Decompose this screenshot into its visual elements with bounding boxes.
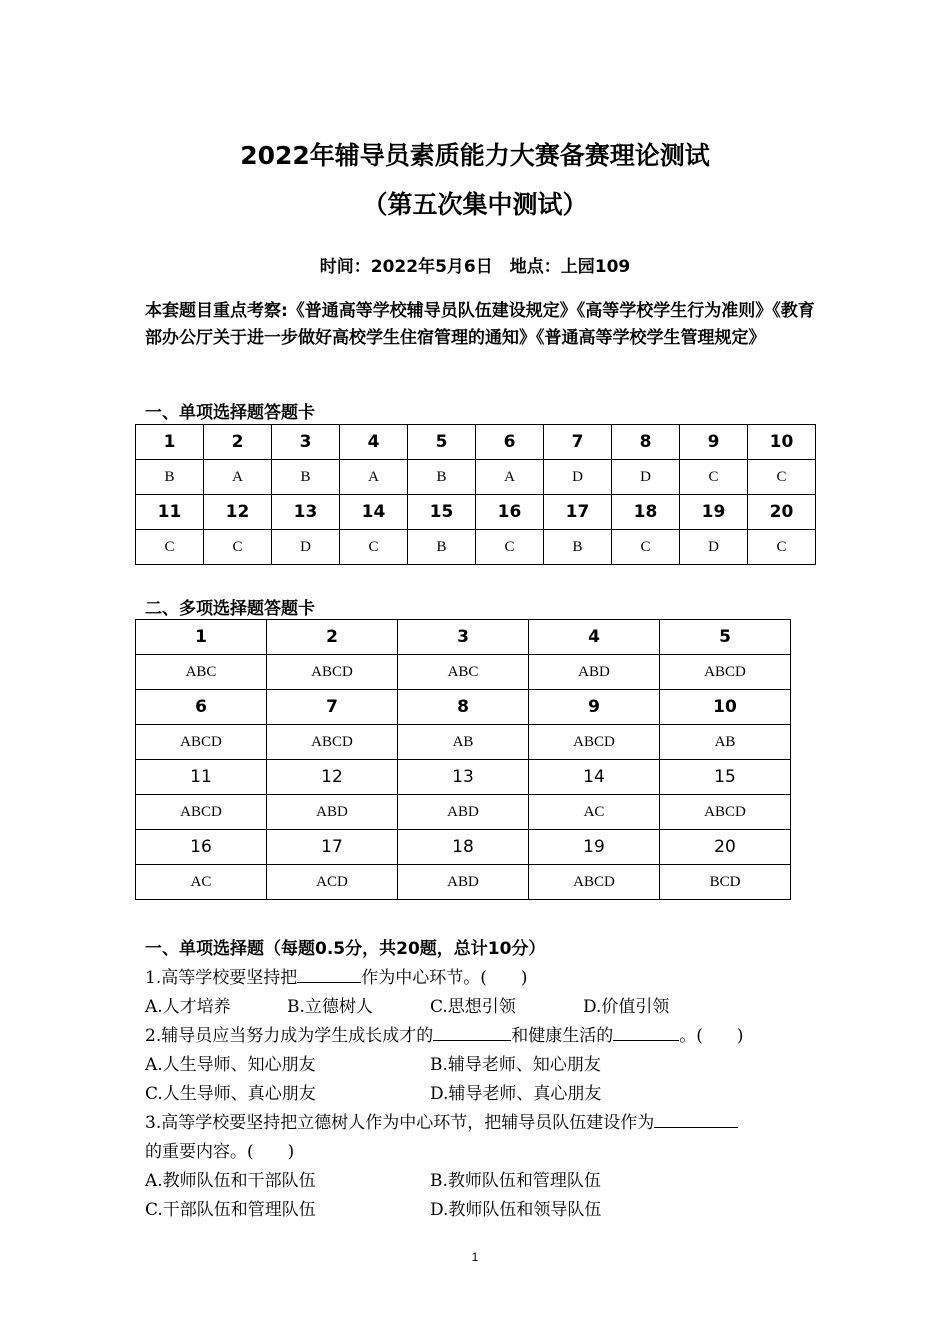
question-number-cell: 2 (267, 620, 398, 655)
question-number-cell: 17 (267, 830, 398, 865)
q3-text-line2: 的重要内容。( ) (145, 1142, 295, 1162)
question-number-cell: 20 (748, 495, 816, 530)
q3-option-d: D.教师队伍和领导队伍 (430, 1200, 602, 1220)
answer-cell: C (748, 460, 816, 495)
q3-option-a: A.教师队伍和干部队伍 (145, 1171, 316, 1191)
q2-blank-1 (433, 1026, 511, 1041)
answer-cell: BCD (660, 865, 791, 900)
answer-row (136, 865, 791, 900)
question-number-cell: 15 (660, 760, 791, 795)
answer-cell: B (544, 530, 612, 565)
number-row (136, 830, 791, 865)
answer-cell: ABCD (660, 795, 791, 830)
answer-cell: ABD (398, 795, 529, 830)
question-number-cell: 10 (748, 425, 816, 460)
question-number-cell: 7 (544, 425, 612, 460)
q3-text: 3.高等学校要坚持把立德树人作为中心环节，把辅导员队伍建设作为 (145, 1113, 655, 1133)
answer-cell: ABC (398, 655, 529, 690)
answer-cell: ABD (398, 865, 529, 900)
answer-cell: D (544, 460, 612, 495)
answer-cell: AB (660, 725, 791, 760)
answer-row (136, 530, 816, 565)
answer-row (136, 460, 816, 495)
q2-option-d: D.辅导老师、真心朋友 (430, 1084, 602, 1104)
answer-cell: C (680, 460, 748, 495)
answer-row (136, 655, 791, 690)
answer-cell: B (408, 460, 476, 495)
answer-cell: ABCD (529, 725, 660, 760)
question-number-cell: 12 (267, 760, 398, 795)
number-row (136, 425, 816, 460)
question-3 (145, 1108, 738, 1133)
answer-cell: B (408, 530, 476, 565)
question-number-cell: 3 (398, 620, 529, 655)
single-card-heading: 一、单项选择题答题卡 (145, 403, 315, 423)
answer-cell: B (272, 460, 340, 495)
answer-cell: C (204, 530, 272, 565)
q2-option-b: B.辅导老师、知心朋友 (430, 1055, 601, 1075)
page-number: 1 (471, 1250, 479, 1264)
q2-text: 2.辅导员应当努力成为学生成长成才的 (145, 1026, 434, 1046)
answer-cell: ABCD (136, 795, 267, 830)
number-row (136, 690, 791, 725)
q1-text: 1.高等学校要坚持把 (145, 968, 298, 988)
question-number-cell: 9 (680, 425, 748, 460)
question-number-cell: 3 (272, 425, 340, 460)
answer-cell: A (204, 460, 272, 495)
question-number-cell: 7 (267, 690, 398, 725)
question-number-cell: 8 (612, 425, 680, 460)
q1-option-a: A.人才培养 (145, 997, 231, 1017)
single-choice-answer-table (135, 424, 816, 565)
q2-text-mid: 和健康生活的 (511, 1026, 614, 1046)
answer-cell: D (612, 460, 680, 495)
q1-option-b: B.立德树人 (287, 997, 373, 1017)
question-number-cell: 1 (136, 620, 267, 655)
question-number-cell: 14 (529, 760, 660, 795)
answer-cell: ABCD (267, 725, 398, 760)
answer-cell: ABD (529, 655, 660, 690)
q3-option-c: C.干部队伍和管理队伍 (145, 1200, 316, 1220)
multi-choice-answer-table (135, 619, 791, 900)
answer-cell: AB (398, 725, 529, 760)
q2-text-end: 。( ) (679, 1026, 744, 1046)
answer-cell: C (476, 530, 544, 565)
q3-blank (654, 1113, 738, 1128)
question-number-cell: 15 (408, 495, 476, 530)
q1-option-d: D.价值引领 (583, 997, 670, 1017)
question-number-cell: 18 (398, 830, 529, 865)
answer-cell: C (748, 530, 816, 565)
q2-option-a: A.人生导师、知心朋友 (145, 1055, 316, 1075)
question-1 (145, 963, 528, 988)
answer-cell: D (680, 530, 748, 565)
answer-cell: A (340, 460, 408, 495)
question-number-cell: 10 (660, 690, 791, 725)
answer-cell: D (272, 530, 340, 565)
answer-cell: B (136, 460, 204, 495)
question-number-cell: 17 (544, 495, 612, 530)
answer-cell: AC (136, 865, 267, 900)
question-number-cell: 16 (476, 495, 544, 530)
page-subtitle: （第五次集中测试） (362, 190, 588, 219)
question-number-cell: 1 (136, 425, 204, 460)
question-number-cell: 11 (136, 495, 204, 530)
answer-cell: ABCD (529, 865, 660, 900)
answer-cell: ABCD (267, 655, 398, 690)
number-row (136, 495, 816, 530)
question-number-cell: 6 (476, 425, 544, 460)
question-number-cell: 5 (660, 620, 791, 655)
question-number-cell: 12 (204, 495, 272, 530)
answer-cell: C (612, 530, 680, 565)
question-number-cell: 9 (529, 690, 660, 725)
question-number-cell: 4 (340, 425, 408, 460)
question-number-cell: 6 (136, 690, 267, 725)
page-title: 2022年辅导员素质能力大赛备赛理论测试 (240, 141, 710, 170)
q3-option-b: B.教师队伍和管理队伍 (430, 1171, 601, 1191)
question-number-cell: 14 (340, 495, 408, 530)
answer-cell: C (136, 530, 204, 565)
question-number-cell: 5 (408, 425, 476, 460)
answer-cell: ABC (136, 655, 267, 690)
number-row (136, 620, 791, 655)
question-number-cell: 13 (272, 495, 340, 530)
q1-text-end: 作为中心环节。( ) (361, 968, 528, 988)
question-number-cell: 8 (398, 690, 529, 725)
question-number-cell: 4 (529, 620, 660, 655)
question-number-cell: 2 (204, 425, 272, 460)
answer-cell: AC (529, 795, 660, 830)
answer-cell: ACD (267, 865, 398, 900)
answer-row (136, 795, 791, 830)
question-number-cell: 13 (398, 760, 529, 795)
answer-cell: ABD (267, 795, 398, 830)
answer-cell: ABCD (660, 655, 791, 690)
question-number-cell: 20 (660, 830, 791, 865)
section1-heading: 一、单项选择题（每题0.5分，共20题，总计10分） (145, 939, 546, 959)
answer-cell: C (340, 530, 408, 565)
answer-cell: A (476, 460, 544, 495)
answer-row (136, 725, 791, 760)
q1-option-c: C.思想引领 (430, 997, 516, 1017)
question-number-cell: 11 (136, 760, 267, 795)
answer-cell: ABCD (136, 725, 267, 760)
number-row (136, 760, 791, 795)
q2-option-c: C.人生导师、真心朋友 (145, 1084, 316, 1104)
q1-blank (297, 968, 361, 983)
question-number-cell: 19 (680, 495, 748, 530)
question-number-cell: 16 (136, 830, 267, 865)
test-time-location: 时间：2022年5月6日 地点：上园109 (319, 257, 631, 277)
intro-text: 本套题目重点考察:《普通高等学校辅导员队伍建设规定》《高等学校学生行为准则》《教育部办公厅关于进一步做好高校学生住宿管理的通知》《普通高等学校学生管理规定》 (145, 301, 815, 348)
question-number-cell: 19 (529, 830, 660, 865)
question-2 (145, 1021, 744, 1046)
q2-blank-2 (613, 1026, 679, 1041)
multi-card-heading: 二、多项选择题答题卡 (145, 599, 315, 619)
question-number-cell: 18 (612, 495, 680, 530)
